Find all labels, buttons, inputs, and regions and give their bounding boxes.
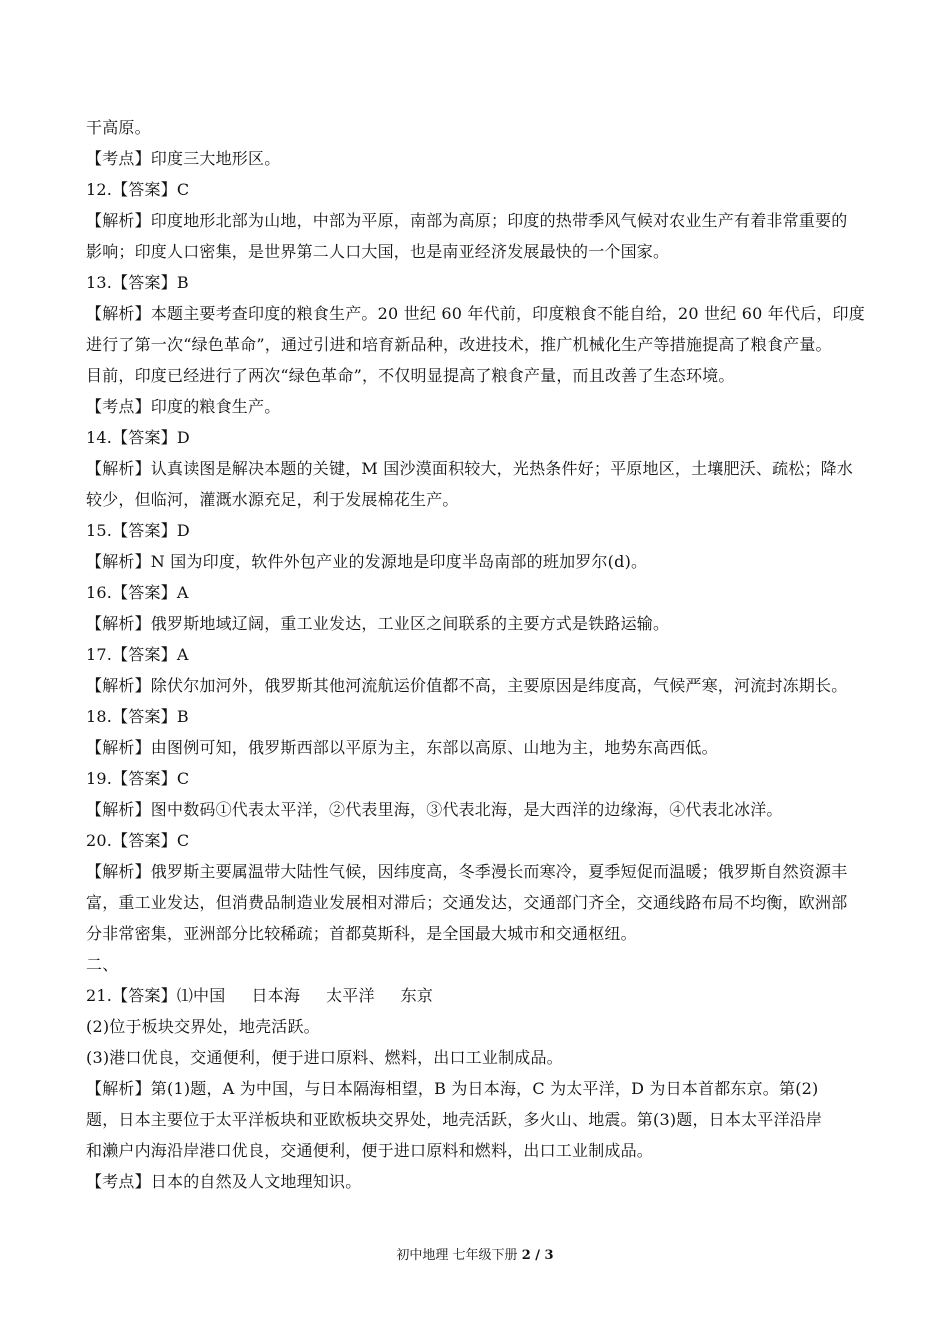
text-line: 14.【答案】D: [86, 428, 190, 447]
q21-answer: 东京: [400, 986, 434, 1005]
q21-answer: 日本海: [251, 986, 301, 1005]
text-line: 【解析】俄罗斯地域辽阔，重工业发达，工业区之间联系的主要方式是铁路运输。: [86, 614, 670, 633]
text-line: 进行了第一次“绿色革命”，通过引进和培育新品种，改进技术，推广机械化生产等措施提高了粮食产量。: [86, 335, 832, 354]
text-line: 15.【答案】D: [86, 521, 190, 540]
q21-answer: 太平洋: [326, 986, 375, 1005]
document-body: [86, 112, 876, 1197]
q21-answer: 中国: [193, 986, 226, 1005]
text-line: 16.【答案】A: [86, 583, 189, 602]
text-line: 和濑户内海沿岸港口优良，交通便利，便于进口原料和燃料，出口工业制成品。: [86, 1141, 654, 1160]
text-line: 【解析】本题主要考查印度的粮食生产。20 世纪 60 年代前，印度粮食不能自给，20 世纪 60 年代后，印度: [86, 304, 865, 323]
text-line: (2)位于板块交界处，地壳活跃。: [86, 1017, 320, 1036]
text-line: 19.【答案】C: [86, 769, 190, 788]
text-line: 【解析】认真读图是解决本题的关键，M 国沙漠面积较大，光热条件好；平原地区，土壤肥沃、疏松；降水: [86, 459, 854, 478]
text-line: 12.【答案】C: [86, 180, 190, 199]
text-line: 【解析】印度地形北部为山地，中部为平原，南部为高原；印度的热带季风气候对农业生产有着非常重要的: [86, 211, 848, 230]
text-line: 18.【答案】B: [86, 707, 189, 726]
page-number: 2 / 3: [521, 1248, 554, 1263]
text-line: 20.【答案】C: [86, 831, 190, 850]
section-heading: 二、: [86, 955, 119, 974]
text-line: 【考点】印度三大地形区。: [86, 149, 281, 168]
text-line: 目前，印度已经进行了两次“绿色革命”，不仅明显提高了粮食产量，而且改善了生态环境。: [86, 366, 735, 385]
q21-answer-line: [86, 980, 876, 1011]
text-line: 题，日本主要位于太平洋板块和亚欧板块交界处，地壳活跃，多火山、地震。第(3)题，日本太平洋沿岸: [86, 1110, 823, 1129]
text-line: 干高原。: [86, 118, 151, 137]
footer-label: 初中地理 七年级下册: [396, 1248, 518, 1263]
text-line: 13.【答案】B: [86, 273, 189, 292]
text-line: 【解析】第(1)题，A 为中国，与日本隔海相望，B 为日本海，C 为太平洋，D 为日本首都东京。第(2): [86, 1079, 819, 1098]
text-line: 富，重工业发达，但消费品制造业发展相对滞后；交通发达，交通部门齐全，交通线路布局不均衡，欧洲部: [86, 893, 848, 912]
text-line: 【解析】除伏尔加河外，俄罗斯其他河流航运价值都不高，主要原因是纬度高，气候严寒，河流封冻期长。: [86, 676, 848, 695]
text-line: 分非常密集，亚洲部分比较稀疏；首都莫斯科，是全国最大城市和交通枢纽。: [86, 924, 637, 943]
q21-prefix: 21.【答案】⑴: [86, 986, 194, 1005]
text-line: 影响；印度人口密集，是世界第二人口大国，也是南亚经济发展最快的一个国家。: [86, 242, 670, 261]
text-line: 较少，但临河，灌溉水源充足，利于发展棉花生产。: [86, 490, 459, 509]
text-line: 【解析】N 国为印度，软件外包产业的发源地是印度半岛南部的班加罗尔(d)。: [86, 552, 648, 571]
text-line: 17.【答案】A: [86, 645, 189, 664]
text-line: 【解析】俄罗斯主要属温带大陆性气候，因纬度高，冬季漫长而寒冷，夏季短促而温暖；俄罗斯自然资源丰: [86, 862, 848, 881]
text-line: 【解析】图中数码①代表太平洋，②代表里海，③代表北海，是大西洋的边缘海，④代表北冰洋。: [86, 800, 783, 819]
text-line: 【解析】由图例可知，俄罗斯西部以平原为主，东部以高原、山地为主，地势东高西低。: [86, 738, 718, 757]
text-line: 【考点】日本的自然及人文地理知识。: [86, 1172, 362, 1191]
text-line: 【考点】印度的粮食生产。: [86, 397, 281, 416]
text-line: (3)港口优良，交通便利，便于进口原料、燃料，出口工业制成品。: [86, 1048, 563, 1067]
page-footer: [0, 1244, 950, 1263]
